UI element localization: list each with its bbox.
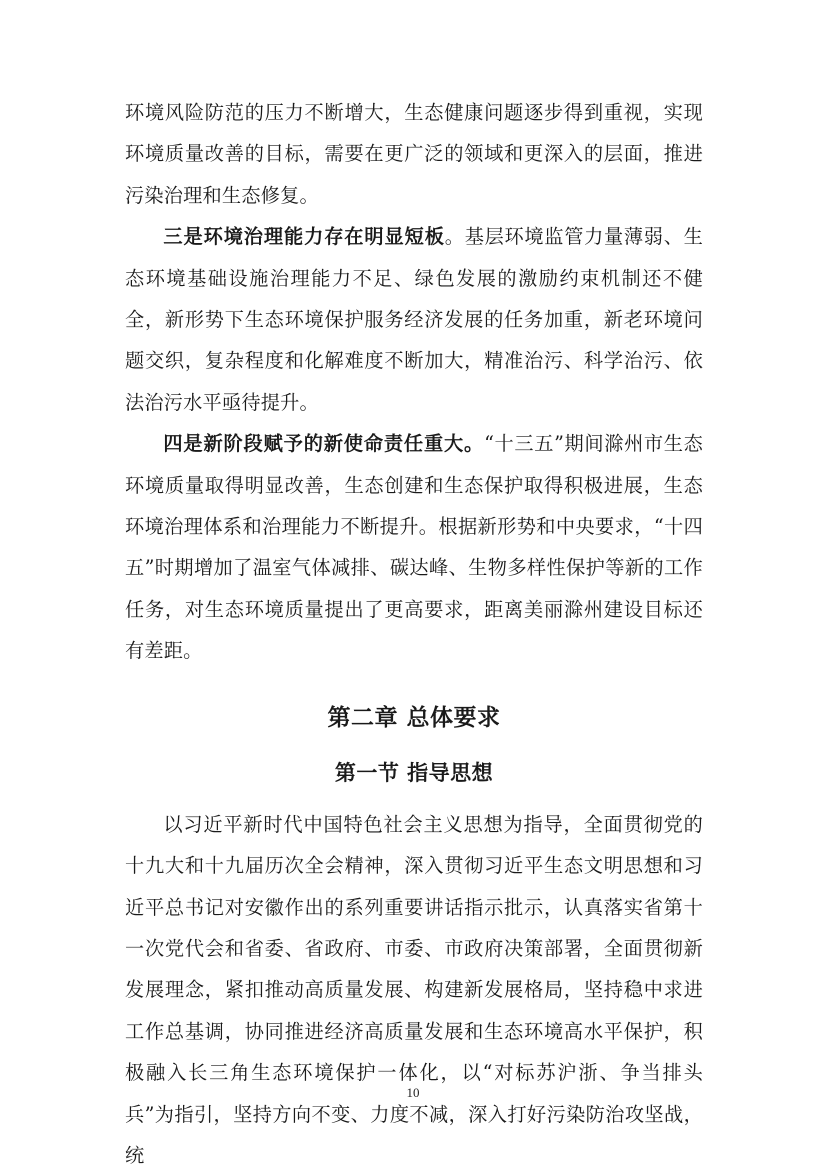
paragraph-lead-bold: 四是新阶段赋予的新使命责任重大。 xyxy=(163,432,485,456)
section-title: 第一节 指导思想 xyxy=(334,760,494,785)
chapter-title: 第二章 总体要求 xyxy=(327,704,501,731)
paragraph-new-mission xyxy=(125,423,703,671)
paragraph-guiding-ideology xyxy=(125,804,703,1176)
paragraph-text: 以习近平新时代中国特色社会主义思想为指导，全面贯彻党的十九大和十九届历次全会精神，深入贯彻习近平生态文明思想和习近平总书记对安徽作出的系列重要讲话指示批示，认真落实省第十一次党代会和省委、省政府、市委、市政府决策部署，全面贯彻新发展理念，紧扣推动高质量发展、构建新发展格局，坚持稳中求进工作总基调，协同推进经济高质量发展和生态环境高水平保护，积极融入长三角生态环境保护一体化，以“对标苏沪浙、争当排头兵”为指引，坚持方向不变、力度不减，深入打好污染防治攻坚战，统 xyxy=(125,812,703,1167)
paragraph-text: 。基层环境监管力量薄弱、生态环境基础设施治理能力不足、绿色发展的激励约束机制还不健全，新形势下生态环境保护服务经济发展的任务加重，新老环境问题交织，复杂程度和化解难度不断加大，精准治污、科学治污、依法治污水平亟待提升。 xyxy=(125,225,703,414)
paragraph-governance-capacity xyxy=(125,216,703,423)
paragraph-text: 环境风险防范的压力不断增大，生态健康问题逐步得到重视，实现环境质量改善的目标，需要在更广泛的领域和更深入的层面，推进污染治理和生态修复。 xyxy=(125,101,703,207)
paragraph-environmental-risk xyxy=(125,92,703,216)
page-number: 10 xyxy=(406,1085,420,1100)
paragraph-lead-bold: 三是环境治理能力存在明显短板 xyxy=(163,225,445,249)
paragraph-text: “十三五”期间滁州市生态环境质量取得明显改善，生态创建和生态保护取得积极进展，生态环境治理体系和治理能力不断提升。根据新形势和中央要求，“十四五”时期增加了温室气体减排、碳达峰、生物多样性保护等新的工作任务，对生态环境质量提出了更高要求，距离美丽滁州建设目标还有差距。 xyxy=(125,432,703,663)
document-page xyxy=(125,92,703,1176)
